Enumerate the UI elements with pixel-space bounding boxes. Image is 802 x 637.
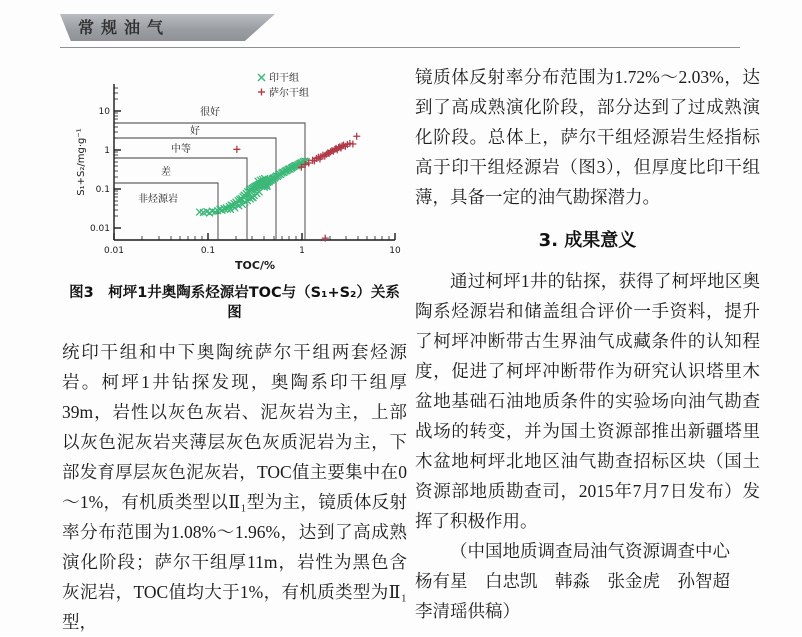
zone-label-poor: 差 bbox=[161, 167, 171, 178]
zone-label-nonsource: 非烃源岩 bbox=[138, 194, 178, 205]
y-tick-label: 0.1 bbox=[95, 185, 110, 195]
left-body-paragraph: 统印干组和中下奥陶统萨尔干组两套烃源岩。柯坪1井钻探发现，奥陶系印干组厚39m，岩性以灰色灰岩、泥灰岩为主，上部以灰色泥灰岩夹薄层灰色灰质泥岩为主，下部发育厚层灰色泥灰岩，TOC值主要集中在0～1%，有机质类型以Ⅱ₁型为主，镜质体反射率分布范围为1.08%～1.96%，达到了高成熟演化阶段；萨尔干组厚11m，岩性为黑色含灰泥岩，TOC值均大于1%，有机质类型为Ⅱ₁型， bbox=[62, 342, 407, 632]
attribution-line-1: （中国地质调查局油气资源调查中心 bbox=[450, 541, 730, 561]
x-tick-label: 0.01 bbox=[103, 246, 125, 256]
chart-data-point bbox=[234, 146, 240, 152]
chart-x-axis-label: TOC/% bbox=[235, 259, 275, 272]
chart-axes bbox=[114, 84, 395, 240]
left-column bbox=[62, 62, 407, 637]
toc-s1s2-scatter-chart bbox=[62, 62, 407, 277]
zone-label-medium: 中等 bbox=[171, 144, 191, 155]
header-divider bbox=[60, 47, 740, 48]
chart-data-point bbox=[354, 133, 360, 139]
x-tick-label: 10 bbox=[389, 246, 401, 256]
y-tick-label: 1 bbox=[104, 146, 110, 156]
chart-zone-labels bbox=[138, 105, 220, 205]
section-banner bbox=[60, 14, 275, 44]
legend-marker-saergan bbox=[258, 89, 265, 96]
zone-label-excellent: 很好 bbox=[200, 107, 220, 118]
chart-legend bbox=[258, 71, 309, 99]
legend-label-yingan: 印干组 bbox=[269, 73, 299, 84]
chart-y-tick-labels bbox=[90, 107, 110, 234]
banner-title: 常规油气 bbox=[78, 18, 171, 37]
chart-y-axis-label: S₁+S₂/mg·g⁻¹ bbox=[76, 128, 87, 196]
right-column bbox=[415, 62, 760, 626]
chart-x-ticks bbox=[114, 233, 395, 240]
chart-data-point bbox=[350, 141, 356, 147]
x-tick-label: 0.1 bbox=[200, 246, 216, 256]
page-header bbox=[60, 14, 740, 54]
right-top-paragraph: 镜质体反射率分布范围为1.72%～2.03%，达到了高成熟演化阶段，部分达到了过成熟演化阶段。总体上，萨尔干组烃源岩生烃指标高于印干组烃源岩（图3），但厚度比印干组薄，具备一定的油气勘探潜力。 bbox=[415, 67, 760, 207]
legend-label-saergan: 萨尔干组 bbox=[269, 88, 309, 99]
x-tick-label: 1 bbox=[299, 246, 305, 256]
y-tick-label: 0.01 bbox=[89, 224, 110, 234]
figure-3 bbox=[62, 62, 407, 277]
attribution-line-3: 李清瑶供稿） bbox=[415, 601, 520, 621]
legend-marker-yingan bbox=[258, 74, 265, 81]
figure-caption: 图3 柯坪1井奥陶系烃源岩TOC与（S₁+S₂）关系图 bbox=[69, 285, 400, 321]
y-tick-label: 10 bbox=[98, 107, 110, 117]
right-body-paragraph: 通过柯坪1井的钻探，获得了柯坪地区奥陶系烃源岩和储盖组合评价一手资料，提升了柯坪冲断带古生界油气成藏条件的认知程度，促进了柯坪冲断带作为研究认识塔里木盆地基础石油地质条件的实验场向油气勘查战场的转变，并为国土资源部推出新疆塔里木盆地柯坪北地区油气勘查招标区块（国土资源部地质勘查司，2015年7月7日发布）发挥了积极作用。 bbox=[415, 271, 760, 531]
zone-label-good: 好 bbox=[190, 126, 200, 137]
section-heading-results: 3. 成果意义 bbox=[538, 230, 637, 251]
chart-x-tick-labels bbox=[104, 246, 401, 256]
chart-series-yingan bbox=[197, 158, 310, 216]
attribution-line-2: 杨有星 白忠凯 韩淼 张金虎 孙智超 bbox=[415, 571, 730, 591]
